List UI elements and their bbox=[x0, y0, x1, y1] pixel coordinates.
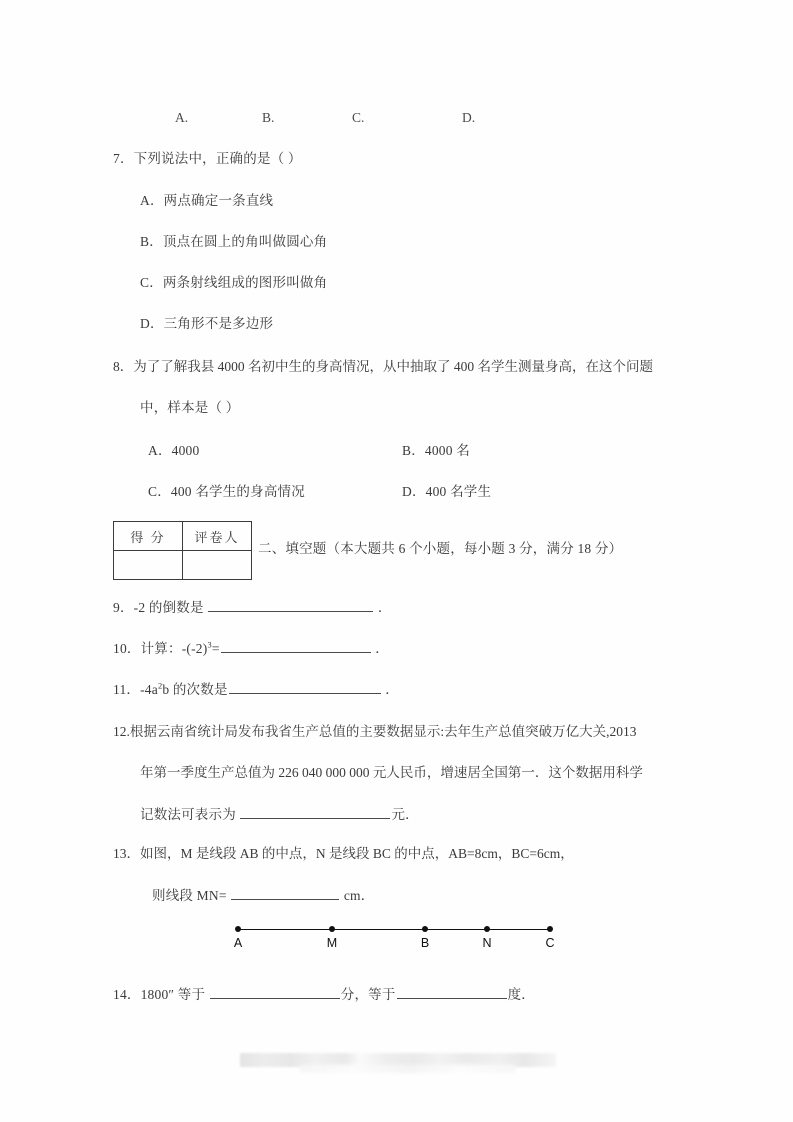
question-7-stem: 7．下列说法中，正确的是（ ） bbox=[113, 151, 302, 166]
question-11-exponent: 2 bbox=[157, 681, 163, 691]
segment-axis-line bbox=[238, 929, 550, 930]
table-row bbox=[114, 551, 252, 580]
question-9-suffix: ． bbox=[377, 600, 392, 615]
point-label-a: A bbox=[233, 936, 243, 950]
question-14-suffix: 度． bbox=[507, 987, 535, 1002]
question-12-line-3-prefix: 记数法可表示为 bbox=[140, 807, 236, 822]
question-12-line-2: 年第一季度生产总值为 226 040 000 000 元人民币，增速居全国第一．这个数据用科学 bbox=[140, 765, 643, 780]
score-value-cell[interactable] bbox=[114, 551, 183, 580]
grader-header-cell: 评卷人 bbox=[183, 522, 252, 551]
question-8-stem-line-1: 8．为了了解我县 4000 名初中生的身高情况，从中抽取了 400 名学生测量身高，在这个问题 bbox=[113, 359, 653, 374]
question-10-equals: = bbox=[211, 641, 220, 656]
line-segment-figure bbox=[225, 918, 570, 960]
q6-option-a-letter: A. bbox=[175, 110, 189, 125]
question-8-option-c: C．400 名学生的身高情况 bbox=[148, 484, 305, 499]
point-label-m: M bbox=[326, 936, 338, 950]
point-dot-a bbox=[235, 926, 241, 932]
question-11-suffix: ． bbox=[385, 682, 399, 697]
question-14 bbox=[113, 985, 535, 1003]
question-12-line-1: 12.根据云南省统计局发布我省生产总值的主要数据显示:去年生产总值突破万亿大关,2013 bbox=[113, 724, 637, 739]
question-10-suffix: ． bbox=[375, 641, 389, 656]
table-row bbox=[114, 522, 252, 551]
question-14-mid: 分，等于 bbox=[340, 987, 396, 1002]
question-13-line-1: 13．如图，M 是线段 AB 的中点，N 是线段 BC 的中点，AB=8cm，BC=6cm， bbox=[113, 846, 574, 861]
score-grader-table bbox=[113, 521, 252, 580]
question-13-line-2-suffix: cm． bbox=[343, 888, 375, 903]
question-10-answer-blank[interactable] bbox=[221, 639, 371, 653]
question-11 bbox=[113, 680, 399, 698]
question-12-answer-blank[interactable] bbox=[240, 805, 390, 819]
grader-value-cell[interactable] bbox=[183, 551, 252, 580]
q6-option-b-letter: B. bbox=[262, 110, 275, 125]
point-dot-n bbox=[484, 926, 490, 932]
q6-option-c-letter: C. bbox=[352, 110, 365, 125]
question-11-prefix: 11．-4a bbox=[113, 682, 158, 697]
point-label-b: B bbox=[420, 936, 430, 950]
question-13-answer-blank[interactable] bbox=[231, 886, 339, 900]
question-10 bbox=[113, 639, 389, 657]
question-11-mid: b 的次数是 bbox=[162, 682, 228, 697]
question-9-answer-blank[interactable] bbox=[208, 598, 373, 612]
point-dot-b bbox=[422, 926, 428, 932]
question-7-option-b: B．顶点在圆上的角叫做圆心角 bbox=[140, 234, 328, 249]
scan-watermark-shadow bbox=[300, 1064, 515, 1073]
point-dot-c bbox=[547, 926, 553, 932]
question-10-exponent: 3 bbox=[207, 640, 212, 650]
score-header-cell: 得 分 bbox=[114, 522, 183, 551]
question-9-prefix: 9．-2 的倒数是 bbox=[113, 600, 204, 615]
question-8-option-b: B．4000 名 bbox=[402, 443, 470, 458]
question-14-answer-blank-degrees[interactable] bbox=[397, 985, 507, 999]
question-13-line-2 bbox=[152, 886, 374, 904]
question-8-option-a: A．4000 bbox=[148, 443, 200, 458]
question-7-option-d: D．三角形不是多边形 bbox=[140, 316, 274, 331]
question-14-answer-blank-minutes[interactable] bbox=[210, 985, 340, 999]
point-dot-m bbox=[329, 926, 335, 932]
q6-option-d-letter: D. bbox=[462, 110, 476, 125]
question-9 bbox=[113, 598, 392, 616]
question-12-line-3 bbox=[140, 805, 419, 823]
question-8-option-d: D．400 名学生 bbox=[402, 484, 492, 499]
question-7-option-a: A．两点确定一条直线 bbox=[140, 193, 274, 208]
question-8-stem-line-2: 中，样本是（ ） bbox=[140, 400, 240, 415]
question-10-prefix: 10．计算：-(-2) bbox=[113, 641, 208, 656]
question-11-answer-blank[interactable] bbox=[229, 680, 381, 694]
point-label-c: C bbox=[545, 936, 555, 950]
question-7-option-c: C．两条射线组成的图形叫做角 bbox=[140, 275, 328, 290]
section-2-heading: 二、填空题（本大题共 6 个小题，每小题 3 分，满分 18 分） bbox=[258, 541, 623, 556]
question-13-line-2-prefix: 则线段 MN= bbox=[152, 888, 227, 903]
question-14-prefix: 14．1800″ 等于 bbox=[113, 987, 206, 1002]
point-label-n: N bbox=[482, 936, 492, 950]
question-12-line-3-suffix: 元． bbox=[391, 807, 419, 822]
